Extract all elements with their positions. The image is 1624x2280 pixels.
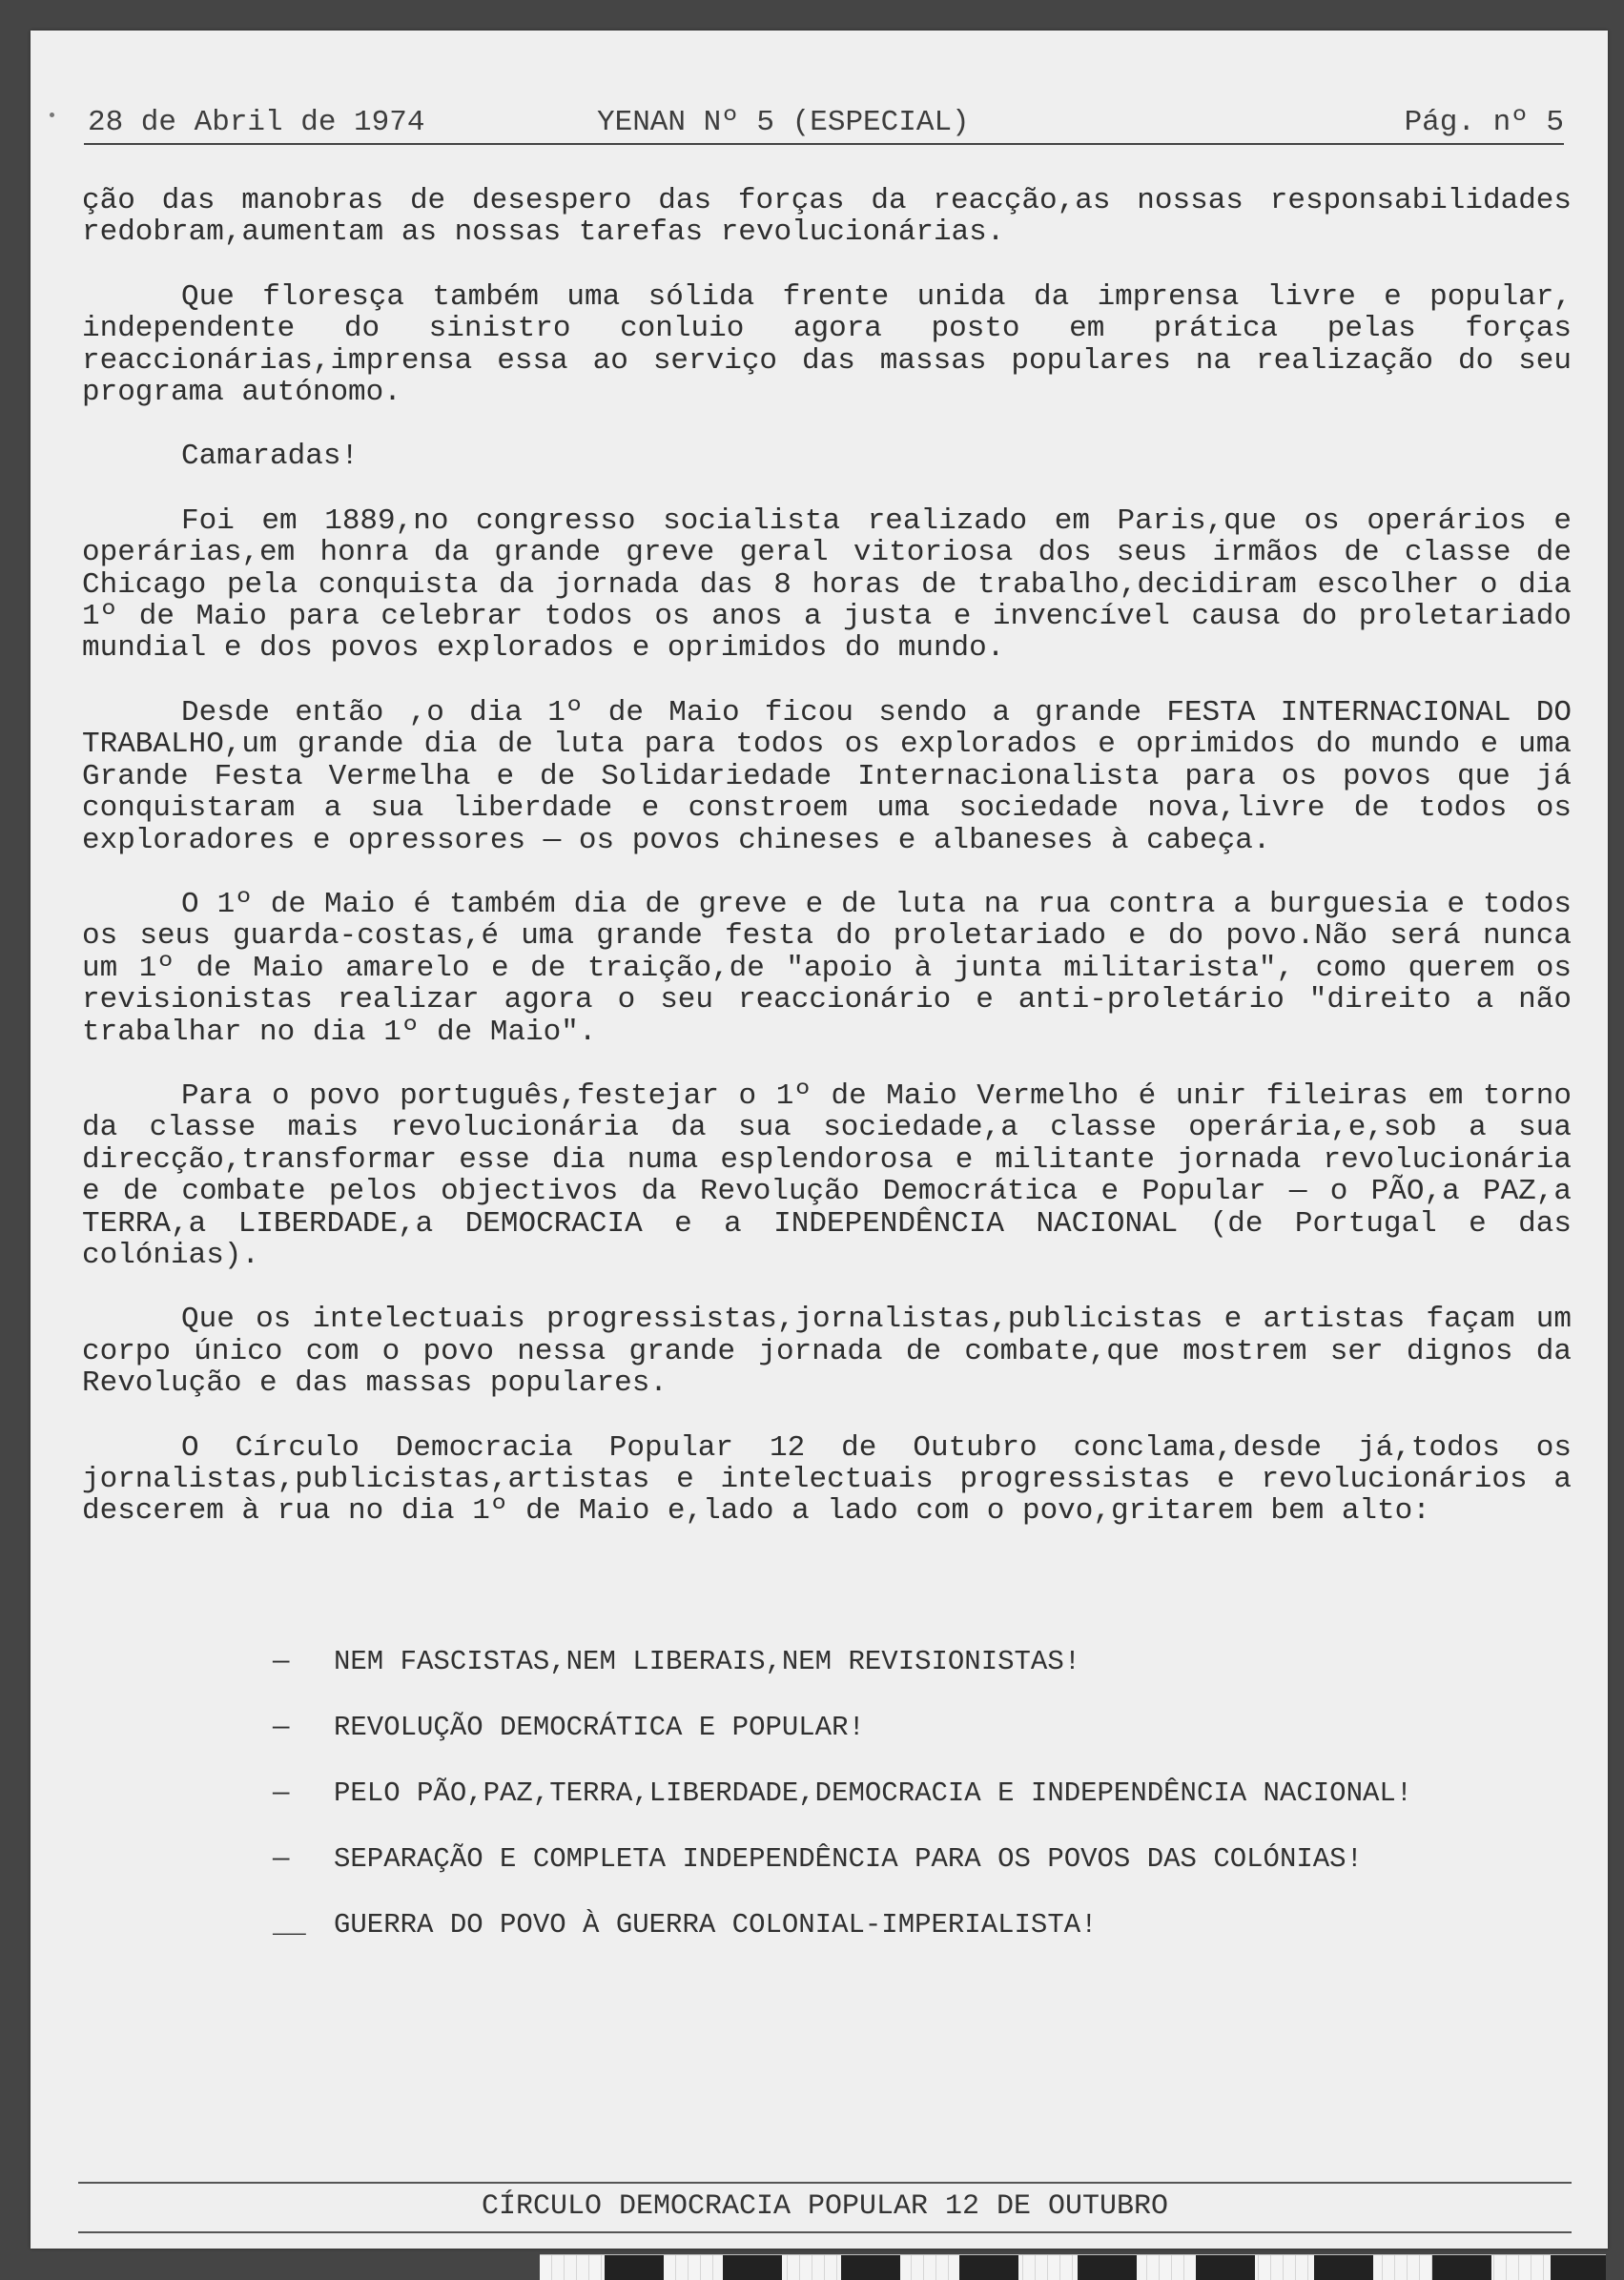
- slogan-text: PELO PÃO,PAZ,TERRA,LIBERDADE,DEMOCRACIA E INDEPENDÊNCIA NACIONAL!: [334, 1777, 1413, 1809]
- paragraph-salutation: Camaradas!: [181, 440, 360, 474]
- paragraph-portuguese-people: Para o povo português,festejar o 1º de Maio Vermelho é unir fileiras em torno da classe mais revolucionária da sua sociedade,a classe operária,e,sob a sua direcção,transformar esse dia numa esplendorosa e militante jornada revolucionária e de combate pelos objectivos da Revolução Democrática e Popular — o PÃO,a PAZ,a TERRA,a LIBERDADE,a DEMOCRACIA e a INDEPENDÊNCIA NACIONAL (de Portugal e das colónias).: [82, 1078, 1572, 1272]
- paragraph-call: O Círculo Democracia Popular 12 de Outubro conclama,desde já,todos os jornalistas,publicistas,artistas e intelectuais progressistas e revolucionários a descerem à rua no dia 1º de Maio e,lado a lado com o povo,gritarem bem alto:: [82, 1430, 1572, 1529]
- paragraph-continuation: ção das manobras de desespero das forças da reacção,as nossas responsabilidades redobram,aumentam as nossas tarefas revolucionárias.: [82, 184, 1572, 250]
- slogan-list: [273, 1646, 1579, 1975]
- paragraph-intellectuals: Que os intelectuais progressistas,jornalistas,publicistas e artistas façam um corpo único com o povo nessa grande jornada de combate,que mostrem ser dignos da Revolução e das massas populares.: [82, 1303, 1572, 1401]
- paragraph-press-front: Que floresça também uma sólida frente unida da imprensa livre e popular, independente do sinistro conluio agora posto em prática pelas forças reaccionárias,imprensa essa ao serviço das massas populares na realização do seu programa autónomo.: [82, 279, 1572, 410]
- ruler-segment: [1078, 2255, 1137, 2280]
- ruler-segment: [841, 2255, 900, 2280]
- slogan-item: [273, 1777, 1579, 1810]
- slogan-dash: __: [273, 1909, 306, 1941]
- slogan-item: [273, 1646, 1579, 1678]
- ruler-segment: [723, 2255, 782, 2280]
- margin-mark: [50, 113, 54, 117]
- paragraph-history: Foi em 1889,no congresso socialista realizado em Paris,que os operários e operárias,em honra da grande greve geral vitoriosa dos seus irmãos de classe de Chicago pela conquista da jornada das 8 horas de trabalho,decidiram escolher o dia 1º de Maio para celebrar todos os anos a justa e invencível causa do proletariado mundial e dos povos explorados e oprimidos do mundo.: [82, 503, 1572, 666]
- slogan-text: SEPARAÇÃO E COMPLETA INDEPENDÊNCIA PARA OS POVOS DAS COLÓNIAS!: [334, 1843, 1363, 1875]
- scale-ruler: [540, 2254, 1606, 2280]
- footer-rule-top: [78, 2182, 1572, 2184]
- footer-rule-bottom: [78, 2231, 1572, 2233]
- ruler-segment: [1314, 2255, 1373, 2280]
- header-title: YENAN Nº 5 (ESPECIAL): [597, 106, 970, 139]
- slogan-text: REVOLUÇÃO DEMOCRÁTICA E POPULAR!: [334, 1712, 865, 1743]
- slogan-dash: —: [273, 1777, 290, 1809]
- ruler-segment: [605, 2255, 664, 2280]
- header-date: 28 de Abril de 1974: [88, 106, 425, 139]
- slogan-item: [273, 1909, 1579, 1941]
- ruler-segment: [959, 2255, 1018, 2280]
- paragraph-strike: O 1º de Maio é também dia de greve e de luta na rua contra a burguesia e todos os seus guarda-costas,é uma grande festa do proletariado e do povo.Não será nunca um 1º de Maio amarelo e de traição,de "apoio à junta militarista", como querem os revisionistas realizar agora o seu reaccionário e anti-proletário "direito a não trabalhar no dia 1º de Maio".: [82, 887, 1572, 1049]
- ruler-segment: [1551, 2255, 1606, 2280]
- paragraph-labour-day: Desde então ,o dia 1º de Maio ficou sendo a grande FESTA INTERNACIONAL DO TRABALHO,um grande dia de luta para todos os explorados e oprimidos do mundo e uma Grande Festa Vermelha e de Solidariedade Internacionalista para os povos que já conquistaram a sua liberdade e constroem uma sociedade nova,livre de todos os exploradores e opressores — os povos chineses e albaneses à cabeça.: [82, 695, 1572, 857]
- page-footer: CÍRCULO DEMOCRACIA POPULAR 12 DE OUTUBRO: [481, 2190, 1169, 2223]
- header-rule: [84, 143, 1564, 145]
- page-header: [84, 101, 1564, 143]
- slogan-text: GUERRA DO POVO À GUERRA COLONIAL-IMPERIALISTA!: [334, 1909, 1098, 1941]
- header-page-number: Pág. nº 5: [1404, 106, 1564, 139]
- slogan-item: [273, 1843, 1579, 1876]
- slogan-dash: —: [273, 1712, 290, 1743]
- ruler-segment: [1196, 2255, 1255, 2280]
- document-body: [82, 185, 1572, 1560]
- ruler-segment: [1432, 2255, 1491, 2280]
- slogan-dash: —: [273, 1646, 290, 1677]
- slogan-item: [273, 1712, 1579, 1744]
- slogan-text: NEM FASCISTAS,NEM LIBERAIS,NEM REVISIONISTAS!: [334, 1646, 1081, 1677]
- slogan-dash: —: [273, 1843, 290, 1875]
